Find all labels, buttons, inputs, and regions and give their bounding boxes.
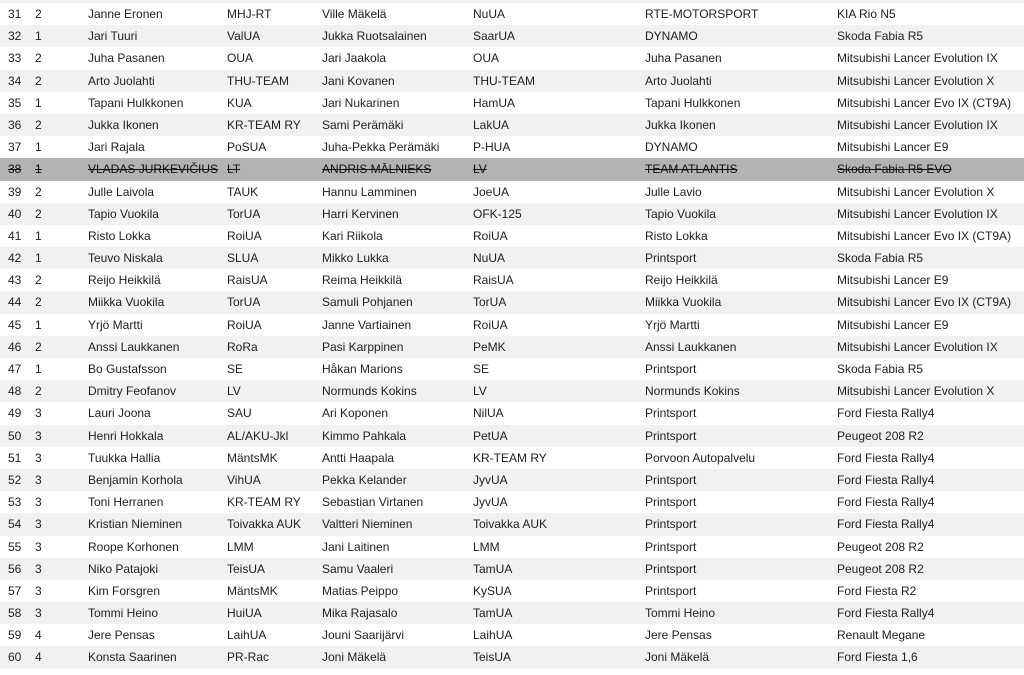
table-row: [0, 114, 1024, 136]
cell-class: 3: [35, 561, 42, 576]
cell-team: Printsport: [645, 362, 697, 376]
cell-car: Skoda Fabia R5: [837, 362, 924, 376]
cell-entry-number: 60: [8, 650, 22, 665]
cell-driver-club: RoiUA: [227, 228, 262, 243]
table-row: [0, 558, 1024, 580]
cell-car: Ford Fiesta 1,6: [837, 650, 918, 665]
cell-codriver-club: OFK-125: [473, 206, 522, 221]
cell-driver-club: MäntsMK: [227, 450, 278, 465]
cell-class: 2: [35, 73, 42, 88]
cell-car: Skoda Fabia R5 EVO: [837, 162, 952, 177]
cell-car: Peugeot 208 R2: [837, 428, 924, 443]
cell-entry-number: 38: [8, 162, 22, 177]
cell-driver-club: RoiUA: [227, 317, 262, 332]
cell-team: DYNAMO: [645, 29, 698, 44]
cell-team: Joni Mäkelä: [645, 650, 710, 665]
cell-driver-club: THU-TEAM: [227, 73, 289, 88]
cell-class: 2: [35, 273, 42, 288]
table-row: [0, 513, 1024, 535]
cell-team: Jere Pensas: [645, 628, 712, 643]
cell-driver-name: Juha Pasanen: [88, 51, 165, 66]
cell-entry-number: 44: [8, 295, 22, 310]
cell-driver-club: LV: [227, 384, 241, 399]
cell-class: 3: [35, 517, 42, 532]
cell-team: Printsport: [645, 495, 697, 510]
cell-car: Ford Fiesta Rally4: [837, 406, 935, 421]
cell-codriver-name: Samu Vaaleri: [322, 561, 394, 576]
table-row: [0, 25, 1024, 47]
table-row: [0, 136, 1024, 158]
table-row: [0, 291, 1024, 313]
cell-codriver-name: Harri Kervinen: [322, 206, 399, 221]
cell-driver-name: VLADAS JURKEVIČIUS: [88, 162, 219, 177]
cell-codriver-name: Matias Peippo: [322, 583, 399, 598]
cell-driver-name: Bo Gustafsson: [88, 362, 167, 376]
cell-car: Mitsubishi Lancer Evolution IX: [837, 339, 998, 354]
cell-entry-number: 43: [8, 273, 22, 288]
cell-codriver-club: LakUA: [473, 117, 510, 132]
table-row: [0, 491, 1024, 513]
cell-car: Ford Fiesta Rally4: [837, 517, 935, 532]
cell-car: Ford Fiesta R2: [837, 583, 917, 598]
cell-entry-number: 45: [8, 317, 22, 332]
cell-driver-name: Yrjö Martti: [88, 317, 143, 332]
cell-team: RTE-MOTORSPORT: [645, 7, 759, 21]
cell-entry-number: 57: [8, 583, 22, 598]
cell-codriver-name: Reima Heikkilä: [322, 273, 403, 288]
cell-codriver-club: P-HUA: [473, 140, 511, 155]
table-row: [0, 247, 1024, 269]
cell-team: Tommi Heino: [645, 606, 716, 621]
table-row: [0, 203, 1024, 225]
table-row: [0, 602, 1024, 624]
cell-codriver-name: Jukka Ruotsalainen: [322, 29, 427, 44]
cell-car: Mitsubishi Lancer Evolution X: [837, 184, 995, 199]
cell-driver-name: Henri Hokkala: [88, 428, 164, 443]
cell-class: 2: [35, 384, 42, 399]
cell-team: Miikka Vuokila: [645, 295, 722, 310]
cell-driver-club: TeisUA: [227, 561, 266, 576]
cell-class: 2: [35, 206, 42, 221]
table-row: [0, 92, 1024, 114]
cell-car: Ford Fiesta Rally4: [837, 450, 935, 465]
cell-class: 2: [35, 51, 42, 66]
cell-codriver-name: Kari Riikola: [322, 228, 383, 243]
cell-driver-club: MäntsMK: [227, 583, 278, 598]
cell-codriver-name: Joni Mäkelä: [322, 650, 387, 665]
cell-codriver-club: JoeUA: [473, 184, 510, 199]
cell-codriver-name: Sami Perämäki: [322, 117, 404, 132]
cell-driver-name: Jere Pensas: [88, 628, 155, 643]
cell-car: Mitsubishi Lancer Evolution IX: [837, 51, 998, 66]
cell-entry-number: 47: [8, 362, 22, 376]
cell-driver-name: Jari Tuuri: [88, 29, 138, 44]
cell-class: 1: [35, 362, 42, 376]
cell-codriver-club: TeisUA: [473, 650, 512, 665]
cell-codriver-club: KySUA: [473, 583, 512, 598]
cell-driver-club: TorUA: [227, 295, 261, 310]
cell-class: 2: [35, 339, 42, 354]
cell-entry-number: 40: [8, 206, 22, 221]
cell-class: 3: [35, 428, 42, 443]
cell-codriver-name: Håkan Marions: [322, 362, 403, 376]
cell-entry-number: 53: [8, 495, 22, 510]
cell-entry-number: 50: [8, 428, 22, 443]
table-row: [0, 469, 1024, 491]
cell-car: Mitsubishi Lancer E9: [837, 317, 949, 332]
cell-codriver-name: Sebastian Virtanen: [322, 495, 424, 510]
cell-driver-name: Janne Eronen: [88, 7, 163, 21]
cell-driver-name: Tapani Hulkkonen: [88, 95, 184, 110]
cell-entry-number: 56: [8, 561, 22, 576]
cell-entry-number: 58: [8, 606, 22, 621]
cell-class: 1: [35, 140, 42, 155]
cell-codriver-name: Mikko Lukka: [322, 251, 389, 266]
cell-entry-number: 54: [8, 517, 22, 532]
cell-class: 3: [35, 472, 42, 487]
cell-team: Printsport: [645, 472, 697, 487]
cell-team: Jukka Ikonen: [645, 117, 716, 132]
cell-car: Mitsubishi Lancer Evolution X: [837, 73, 995, 88]
cell-car: Skoda Fabia R5: [837, 251, 924, 266]
cell-car: Mitsubishi Lancer Evo IX (CT9A): [837, 228, 1012, 243]
cell-codriver-name: Janne Vartiainen: [322, 317, 412, 332]
cell-driver-club: SLUA: [227, 251, 259, 266]
cell-driver-name: Tuukka Hallia: [88, 450, 161, 465]
cell-codriver-name: ANDRIS MĀLNIEKS: [322, 162, 432, 177]
cell-codriver-club: TamUA: [473, 606, 513, 621]
cell-entry-number: 41: [8, 228, 22, 243]
cell-team: Julle Lavio: [645, 184, 702, 199]
cell-team: Printsport: [645, 583, 697, 598]
cell-driver-name: Kim Forsgren: [88, 583, 161, 598]
cell-driver-club: KR-TEAM RY: [227, 117, 301, 132]
cell-codriver-club: PetUA: [473, 428, 508, 443]
cell-car: Skoda Fabia R5: [837, 29, 924, 44]
cell-entry-number: 33: [8, 51, 22, 66]
cell-codriver-name: Jari Nukarinen: [322, 95, 400, 110]
cell-driver-name: Benjamin Korhola: [88, 472, 183, 487]
cell-codriver-club: JyvUA: [473, 495, 508, 510]
cell-codriver-name: Ari Koponen: [322, 406, 389, 421]
cell-class: 1: [35, 228, 42, 243]
cell-car: KIA Rio N5: [837, 7, 896, 21]
cell-codriver-name: Samuli Pohjanen: [322, 295, 413, 310]
cell-team: Printsport: [645, 428, 697, 443]
cell-team: Printsport: [645, 406, 697, 421]
table-row: [0, 158, 1024, 180]
cell-codriver-name: Normunds Kokins: [322, 384, 417, 399]
table-row: [0, 624, 1024, 646]
cell-class: 2: [35, 184, 42, 199]
cell-entry-number: 37: [8, 140, 22, 155]
cell-driver-club: MHJ-RT: [227, 7, 272, 21]
cell-codriver-club: TamUA: [473, 561, 513, 576]
cell-driver-name: Dmitry Feofanov: [88, 384, 177, 399]
cell-driver-club: SE: [227, 362, 244, 376]
cell-driver-club: LaihUA: [227, 628, 267, 643]
cell-codriver-club: LV: [473, 384, 487, 399]
cell-entry-number: 48: [8, 384, 22, 399]
cell-team: Normunds Kokins: [645, 384, 740, 399]
cell-class: 1: [35, 162, 42, 177]
cell-driver-club: LMM: [227, 539, 254, 554]
table-row: [0, 425, 1024, 447]
cell-car: Mitsubishi Lancer Evolution IX: [837, 117, 998, 132]
cell-codriver-club: THU-TEAM: [473, 73, 535, 88]
cell-codriver-club: PeMK: [473, 339, 506, 354]
cell-class: 3: [35, 606, 42, 621]
cell-driver-name: Jari Rajala: [88, 140, 145, 155]
cell-codriver-club: NilUA: [473, 406, 504, 421]
cell-driver-name: Miikka Vuokila: [88, 295, 165, 310]
cell-codriver-name: Mika Rajasalo: [322, 606, 398, 621]
cell-codriver-club: Toivakka AUK: [473, 517, 548, 532]
cell-driver-name: Roope Korhonen: [88, 539, 179, 554]
cell-team: Printsport: [645, 517, 697, 532]
cell-codriver-club: TorUA: [473, 295, 507, 310]
cell-codriver-club: SE: [473, 362, 490, 376]
cell-codriver-club: HamUA: [473, 95, 516, 110]
cell-codriver-club: RoiUA: [473, 317, 508, 332]
cell-team: Reijo Heikkilä: [645, 273, 718, 288]
cell-car: Mitsubishi Lancer Evo IX (CT9A): [837, 95, 1012, 110]
cell-class: 1: [35, 95, 42, 110]
cell-codriver-name: Ville Mäkelä: [322, 7, 387, 21]
cell-codriver-club: LV: [473, 162, 487, 177]
cell-entry-number: 35: [8, 95, 22, 110]
cell-driver-name: Konsta Saarinen: [88, 650, 177, 665]
cell-team: Printsport: [645, 251, 697, 266]
table-row: [0, 402, 1024, 424]
table-row: [0, 580, 1024, 602]
cell-car: Mitsubishi Lancer Evolution IX: [837, 206, 998, 221]
cell-entry-number: 51: [8, 450, 22, 465]
cell-car: Ford Fiesta Rally4: [837, 495, 935, 510]
cell-driver-club: LT: [227, 162, 241, 177]
cell-codriver-name: Jouni Saarijärvi: [322, 628, 405, 643]
cell-team: Printsport: [645, 539, 697, 554]
cell-codriver-name: Jari Jaakola: [322, 51, 387, 66]
cell-driver-club: PR-Rac: [227, 650, 270, 665]
cell-codriver-club: JyvUA: [473, 472, 508, 487]
table-row: [0, 70, 1024, 92]
cell-driver-club: KUA: [227, 95, 252, 110]
cell-car: Mitsubishi Lancer Evolution X: [837, 384, 995, 399]
cell-driver-name: Tommi Heino: [88, 606, 159, 621]
cell-codriver-name: Antti Haapala: [322, 450, 395, 465]
cell-driver-name: Lauri Joona: [88, 406, 151, 421]
cell-driver-club: ValUA: [227, 29, 261, 44]
cell-car: Peugeot 208 R2: [837, 561, 924, 576]
table-row: [0, 336, 1024, 358]
cell-class: 3: [35, 495, 42, 510]
entry-table: [0, 3, 1024, 669]
cell-car: Renault Megane: [837, 628, 926, 643]
table-row: [0, 536, 1024, 558]
cell-codriver-name: Pasi Karppinen: [322, 339, 404, 354]
cell-entry-number: 39: [8, 184, 22, 199]
table-row: [0, 447, 1024, 469]
table-row: [0, 358, 1024, 380]
cell-codriver-club: NuUA: [473, 251, 506, 266]
cell-codriver-name: Kimmo Pahkala: [322, 428, 407, 443]
cell-class: 3: [35, 583, 42, 598]
cell-car: Ford Fiesta Rally4: [837, 606, 935, 621]
cell-driver-club: HuiUA: [227, 606, 262, 621]
cell-codriver-club: RaisUA: [473, 273, 514, 288]
cell-codriver-name: Juha-Pekka Perämäki: [322, 140, 440, 155]
cell-codriver-club: RoiUA: [473, 228, 508, 243]
cell-team: Tapio Vuokila: [645, 206, 716, 221]
cell-driver-club: SAU: [227, 406, 252, 421]
cell-driver-name: Risto Lokka: [88, 228, 151, 243]
cell-driver-club: Toivakka AUK: [227, 517, 302, 532]
cell-codriver-name: Valtteri Nieminen: [322, 517, 413, 532]
cell-class: 3: [35, 450, 42, 465]
table-row: [0, 314, 1024, 336]
cell-car: Mitsubishi Lancer E9: [837, 140, 949, 155]
cell-entry-number: 34: [8, 73, 22, 88]
cell-entry-number: 46: [8, 339, 22, 354]
cell-driver-name: Toni Herranen: [88, 495, 164, 510]
cell-entry-number: 52: [8, 472, 22, 487]
cell-class: 1: [35, 29, 42, 44]
cell-team: Tapani Hulkkonen: [645, 95, 741, 110]
cell-class: 3: [35, 539, 42, 554]
cell-driver-name: Kristian Nieminen: [88, 517, 183, 532]
table-row: [0, 646, 1024, 668]
cell-car: Ford Fiesta Rally4: [837, 472, 935, 487]
table-row: [0, 3, 1024, 25]
cell-team: Juha Pasanen: [645, 51, 722, 66]
table-row: [0, 47, 1024, 69]
cell-codriver-name: Hannu Lamminen: [322, 184, 417, 199]
table-row: [0, 225, 1024, 247]
table-row: [0, 380, 1024, 402]
cell-driver-club: AL/AKU-Jkl: [227, 428, 289, 443]
cell-driver-name: Reijo Heikkilä: [88, 273, 161, 288]
cell-class: 2: [35, 295, 42, 310]
cell-driver-name: Jukka Ikonen: [88, 117, 159, 132]
cell-team: Yrjö Martti: [645, 317, 700, 332]
cell-class: 2: [35, 117, 42, 132]
cell-class: 4: [35, 628, 42, 643]
cell-entry-number: 36: [8, 117, 22, 132]
cell-entry-number: 49: [8, 406, 22, 421]
cell-team: Arto Juolahti: [645, 73, 712, 88]
cell-driver-club: RoRa: [227, 339, 258, 354]
cell-team: Risto Lokka: [645, 228, 708, 243]
cell-codriver-name: Jani Kovanen: [322, 73, 395, 88]
cell-codriver-club: NuUA: [473, 7, 506, 21]
cell-driver-club: KR-TEAM RY: [227, 495, 301, 510]
cell-team: Anssi Laukkanen: [645, 339, 737, 354]
cell-entry-number: 31: [8, 7, 22, 21]
cell-entry-number: 55: [8, 539, 22, 554]
cell-codriver-club: SaarUA: [473, 29, 516, 44]
cell-driver-club: TAUK: [227, 184, 259, 199]
cell-car: Peugeot 208 R2: [837, 539, 924, 554]
cell-driver-club: PoSUA: [227, 140, 267, 155]
cell-driver-club: TorUA: [227, 206, 261, 221]
cell-class: 1: [35, 317, 42, 332]
table-row: [0, 269, 1024, 291]
cell-driver-name: Anssi Laukkanen: [88, 339, 180, 354]
cell-codriver-club: KR-TEAM RY: [473, 450, 547, 465]
cell-team: TEAM ATLANTIS: [645, 162, 738, 177]
cell-codriver-club: LaihUA: [473, 628, 513, 643]
cell-entry-number: 32: [8, 29, 22, 44]
cell-codriver-name: Jani Laitinen: [322, 539, 390, 554]
cell-driver-name: Teuvo Niskala: [88, 251, 163, 266]
cell-team: Porvoon Autopalvelu: [645, 450, 756, 465]
table-row: [0, 181, 1024, 203]
cell-driver-name: Julle Laivola: [88, 184, 155, 199]
cell-team: Printsport: [645, 561, 697, 576]
cell-team: DYNAMO: [645, 140, 698, 155]
cell-codriver-name: Pekka Kelander: [322, 472, 407, 487]
cell-class: 4: [35, 650, 42, 665]
cell-driver-name: Arto Juolahti: [88, 73, 155, 88]
cell-car: Mitsubishi Lancer E9: [837, 273, 949, 288]
cell-codriver-club: LMM: [473, 539, 500, 554]
cell-driver-club: OUA: [227, 51, 254, 66]
cell-driver-name: Niko Patajoki: [88, 561, 159, 576]
cell-class: 1: [35, 251, 42, 266]
cell-class: 2: [35, 7, 42, 21]
cell-entry-number: 42: [8, 251, 22, 266]
cell-class: 3: [35, 406, 42, 421]
cell-entry-number: 59: [8, 628, 22, 643]
cell-codriver-club: OUA: [473, 51, 500, 66]
cell-driver-club: VihUA: [227, 472, 261, 487]
cell-car: Mitsubishi Lancer Evo IX (CT9A): [837, 295, 1012, 310]
cell-driver-club: RaisUA: [227, 273, 268, 288]
cell-driver-name: Tapio Vuokila: [88, 206, 159, 221]
